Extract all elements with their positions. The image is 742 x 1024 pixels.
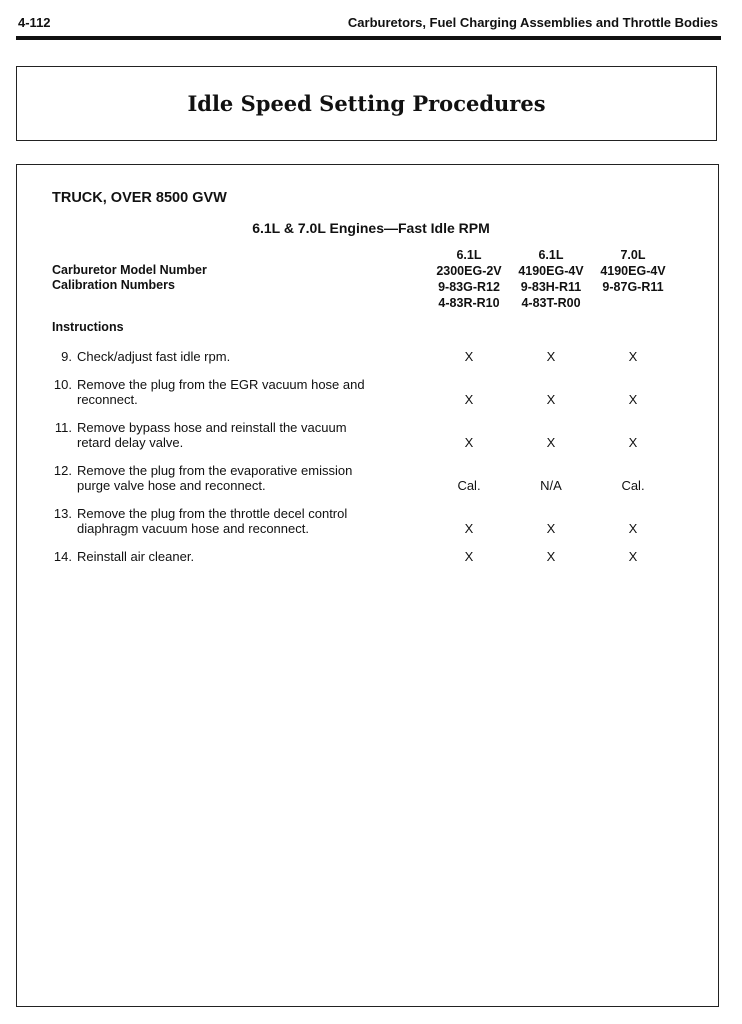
step-line: Remove the plug from the throttle decel control — [77, 506, 348, 521]
column-calibration: 9-83H-R11 — [520, 280, 582, 294]
step-line: Remove the plug from the EGR vacuum hose and — [77, 377, 365, 392]
step-number: 11. — [54, 420, 72, 435]
step-text — [77, 420, 407, 450]
step-mark: X — [628, 435, 638, 450]
column-model: 4190EG-4V — [518, 264, 584, 278]
step-mark: X — [546, 521, 556, 536]
step-mark: X — [628, 392, 638, 407]
step-number: 10. — [53, 377, 72, 392]
title-box — [16, 66, 717, 141]
step-line: Reinstall air cleaner. — [77, 549, 195, 564]
calibration-numbers-label: Calibration Numbers — [52, 278, 175, 292]
step-text — [77, 549, 407, 564]
step-line: Remove bypass hose and reinstall the vacuum — [77, 420, 347, 435]
step-line: Remove the plug from the evaporative emission — [77, 463, 353, 478]
step-mark: X — [546, 392, 556, 407]
table-subtitle: 6.1L & 7.0L Engines—Fast Idle RPM — [252, 220, 490, 236]
column-calibration: 9-87G-R11 — [602, 280, 664, 294]
column-model: 4190EG-4V — [600, 264, 666, 278]
step-mark: X — [464, 392, 474, 407]
running-header-title: Carburetors, Fuel Charging Assemblies and Throttle Bodies — [347, 15, 718, 30]
step-text — [77, 377, 407, 407]
step-line: retard delay valve. — [77, 435, 184, 450]
step-mark: Cal. — [621, 478, 645, 493]
step-text — [77, 463, 407, 493]
step-number: 13. — [53, 506, 72, 521]
column-header-2 — [506, 247, 596, 311]
column-engine: 7.0L — [620, 248, 646, 262]
page-number: 4-112 — [18, 15, 51, 30]
column-header-1 — [424, 247, 514, 311]
step-line: reconnect. — [77, 392, 138, 407]
step-line: Check/adjust fast idle rpm. — [77, 349, 231, 364]
step-mark: X — [464, 435, 474, 450]
step-number: 9. — [61, 349, 72, 364]
step-mark: X — [628, 349, 638, 364]
model-number-label: Carburetor Model Number — [52, 263, 207, 277]
step-line: purge valve hose and reconnect. — [77, 478, 266, 493]
column-calibration: 9-83G-R12 — [438, 280, 500, 294]
step-mark: X — [546, 549, 556, 564]
step-mark: X — [546, 435, 556, 450]
step-mark: X — [464, 549, 474, 564]
step-mark: X — [464, 521, 474, 536]
step-mark: X — [464, 349, 474, 364]
step-number: 12. — [53, 463, 72, 478]
section-heading: TRUCK, OVER 8500 GVW — [52, 190, 227, 206]
column-engine: 6.1L — [456, 248, 482, 262]
column-model: 2300EG-2V — [436, 264, 502, 278]
step-mark: X — [628, 521, 638, 536]
step-number: 14. — [53, 549, 72, 564]
column-calibration: 4-83R-R10 — [438, 296, 500, 310]
step-mark: Cal. — [457, 478, 481, 493]
step-mark: N/A — [540, 478, 562, 493]
column-calibration: 4-83T-R00 — [521, 296, 581, 310]
step-line: diaphragm vacuum hose and reconnect. — [77, 521, 309, 536]
column-header-3 — [588, 247, 678, 295]
column-engine: 6.1L — [538, 248, 564, 262]
step-mark: X — [546, 349, 556, 364]
step-text — [77, 349, 407, 364]
step-text — [77, 506, 407, 536]
header-rule — [16, 36, 721, 40]
instructions-heading: Instructions — [52, 320, 124, 334]
step-mark: X — [628, 549, 638, 564]
page-title: Idle Speed Setting Procedures — [187, 91, 546, 116]
